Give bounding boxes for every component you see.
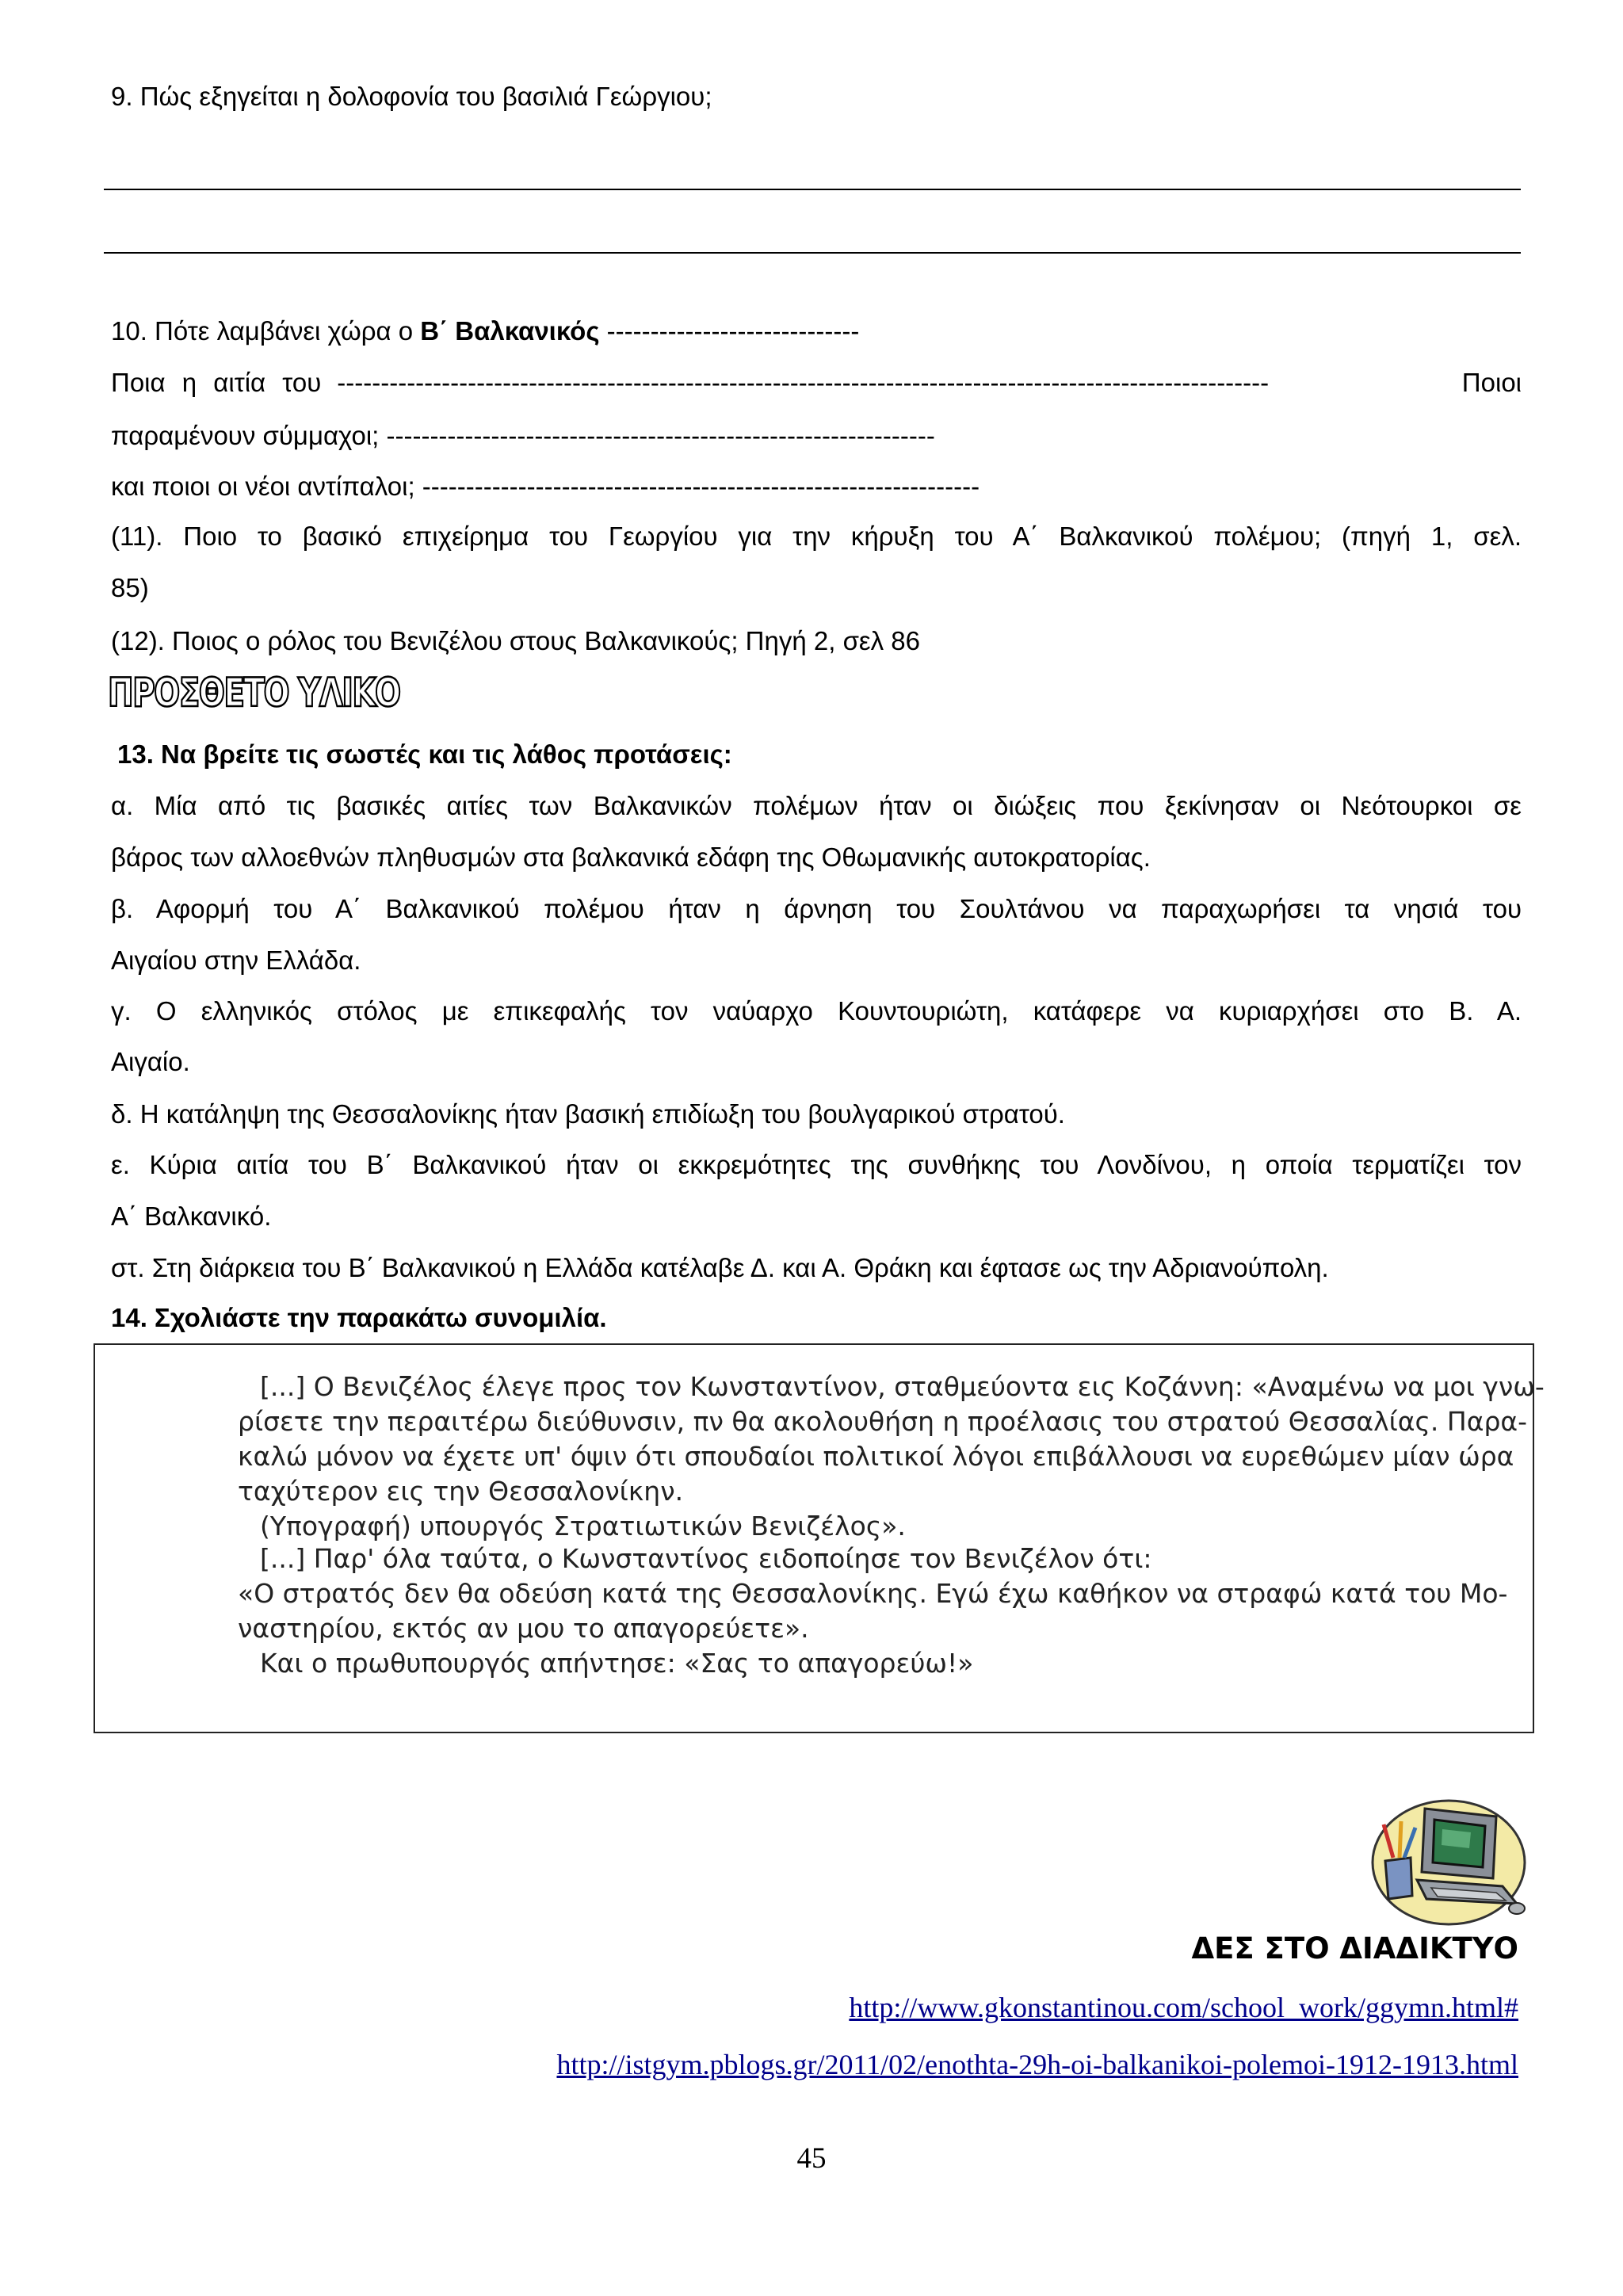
question-14-title: 14. Σχολιάστε την παρακάτω συνομιλία.	[111, 1303, 607, 1332]
web-link-1[interactable]: http://www.gkonstantinou.com/school_work/ggymn.html#	[849, 1992, 1518, 2023]
extra-material-title: ΠΡΟΣΘΕΤΟ ΥΛΙΚΟ	[108, 670, 400, 716]
quote-line-9: Και ο πρωθυπουργός απήντησε: «Σας το απαγορεύω!»	[260, 1648, 974, 1679]
question-10-bold: Β΄ Βαλκανικός	[420, 316, 600, 346]
question-10-line2-end: Ποιοι	[1461, 368, 1522, 397]
statement-b-line2: Αιγαίου στην Ελλάδα.	[111, 946, 361, 975]
computer-icon	[1369, 1793, 1528, 1927]
statement-e-line2: Α΄ Βαλκανικό.	[111, 1201, 272, 1231]
quote-line-6: [...] Παρ' όλα ταύτα, ο Κωνσταντίνος ειδοποίησε τον Βενιζέλον ότι:	[260, 1543, 1152, 1574]
question-10-prefix: 10. Πότε λαμβάνει χώρα ο	[111, 316, 421, 346]
question-10-line2	[111, 367, 1522, 399]
statement-c-line2: Αιγαίο.	[111, 1047, 190, 1076]
page-number: 45	[796, 2142, 827, 2175]
question-10-line4: και ποιοι οι νέοι αντίπαλοι; ----------------------------------------------------------------	[111, 472, 980, 501]
statement-e-line1: ε. Κύρια αιτία του Β΄ Βαλκανικού ήταν οι εκκρεμότητες της συνθήκης του Λονδίνου, η οποία τερματίζει τον	[111, 1150, 1522, 1179]
statement-a-line2: βάρος των αλλοεθνών πληθυσμών στα βαλκανικά εδάφη της Οθωμανικής αυτοκρατορίας.	[111, 842, 1151, 872]
question-10-line3: παραμένουν σύμμαχοι; ---------------------------------------------------------------	[111, 421, 935, 450]
statement-d: δ. Η κατάληψη της Θεσσαλονίκης ήταν βασική επιδίωξη του βουλγαρικού στρατού.	[111, 1099, 1065, 1129]
quote-line-8: ναστηρίου, εκτός αν μου το απαγορεύετε».	[238, 1613, 809, 1644]
question-10	[111, 315, 859, 347]
statement-b-line1: β. Αφορμή του Α΄ Βαλκανικού πολέμου ήταν η άρνηση του Σουλτάνου να παραχωρήσει τα νησιά του	[111, 894, 1522, 923]
quote-line-5: (Υπογραφή) υπουργός Στρατιωτικών Βενιζέλος».	[260, 1511, 906, 1541]
question-12: (12). Ποιος ο ρόλος του Βενιζέλου στους Βαλκανικούς; Πηγή 2, σελ 86	[111, 626, 921, 655]
quote-line-7: «Ο στρατός δεν θα οδεύση κατά της Θεσσαλονίκης. Εγώ έχω καθήκον να στραφώ κατά του Μο-	[238, 1578, 1508, 1609]
statement-f: στ. Στη διάρκεια του Β΄ Βαλκανικού η Ελλάδα κατέλαβε Δ. και Α. Θράκη και έφτασε ως την Αδριανούπολη.	[111, 1253, 1329, 1282]
question-10-suffix: -----------------------------	[599, 316, 860, 346]
quote-line-3: καλώ μόνον να έχετε υπ' όψιν ότι σπουδαίοι πολιτικοί λόγοι επιβάλλουσι να ευρεθώμεν μίαν ώρα	[238, 1441, 1514, 1472]
question-9: 9. Πώς εξηγείται η δολοφονία του βασιλιά Γεώργιου;	[111, 82, 712, 111]
question-13-title: 13. Να βρείτε τις σωστές και τις λάθος προτάσεις:	[117, 739, 732, 769]
quote-box	[94, 1343, 1545, 1733]
question-10-line2-start: Ποια η αιτία του	[111, 368, 322, 397]
question-11-line2: 85)	[111, 573, 149, 602]
quote-line-2: ρίσετε την περαιτέρω διεύθυνσιν, πν θα ακολουθήση η προέλασις του στρατού Θεσσαλίας. Παρα-	[238, 1406, 1528, 1437]
statement-a-line1: α. Μία από τις βασικές αιτίες των Βαλκανικών πολέμων ήταν οι διώξεις που ξεκίνησαν οι Νεότουρκοι σε	[111, 791, 1522, 820]
statement-c-line1: γ. Ο ελληνικός στόλος με επικεφαλής τον ναύαρχο Κουντουριώτη, κατάφερε να κυριαρχήσει στο Β. Α.	[111, 996, 1522, 1026]
web-link-2[interactable]: http://istgym.pblogs.gr/2011/02/enothta-29h-oi-balkanikoi-polemoi-1912-1913.html	[556, 2049, 1518, 2080]
quote-line-1: [...] Ο Βενιζέλος έλεγε προς τον Κωνσταντίνον, σταθμεύοντα εις Κοζάννη: «Αναμένω να μοι γνω-	[260, 1371, 1545, 1402]
answer-line-1	[104, 189, 1521, 190]
quote-line-4: ταχύτερον εις την Θεσσαλονίκην.	[238, 1476, 684, 1507]
answer-line-2	[104, 252, 1521, 254]
question-11-line1: (11). Ποιο το βασικό επιχείρημα του Γεωργίου για την κήρυξη του Α΄ Βαλκανικού πολέμου; (πηγή 1, σελ.	[111, 521, 1522, 551]
question-10-line2-dashes: -----------------------------------------------------------------------------------------------------------	[337, 368, 1270, 397]
web-heading: ΔΕΣ ΣΤΟ ΔΙΑΔΙΚΤΥΟ	[1191, 1931, 1518, 1966]
